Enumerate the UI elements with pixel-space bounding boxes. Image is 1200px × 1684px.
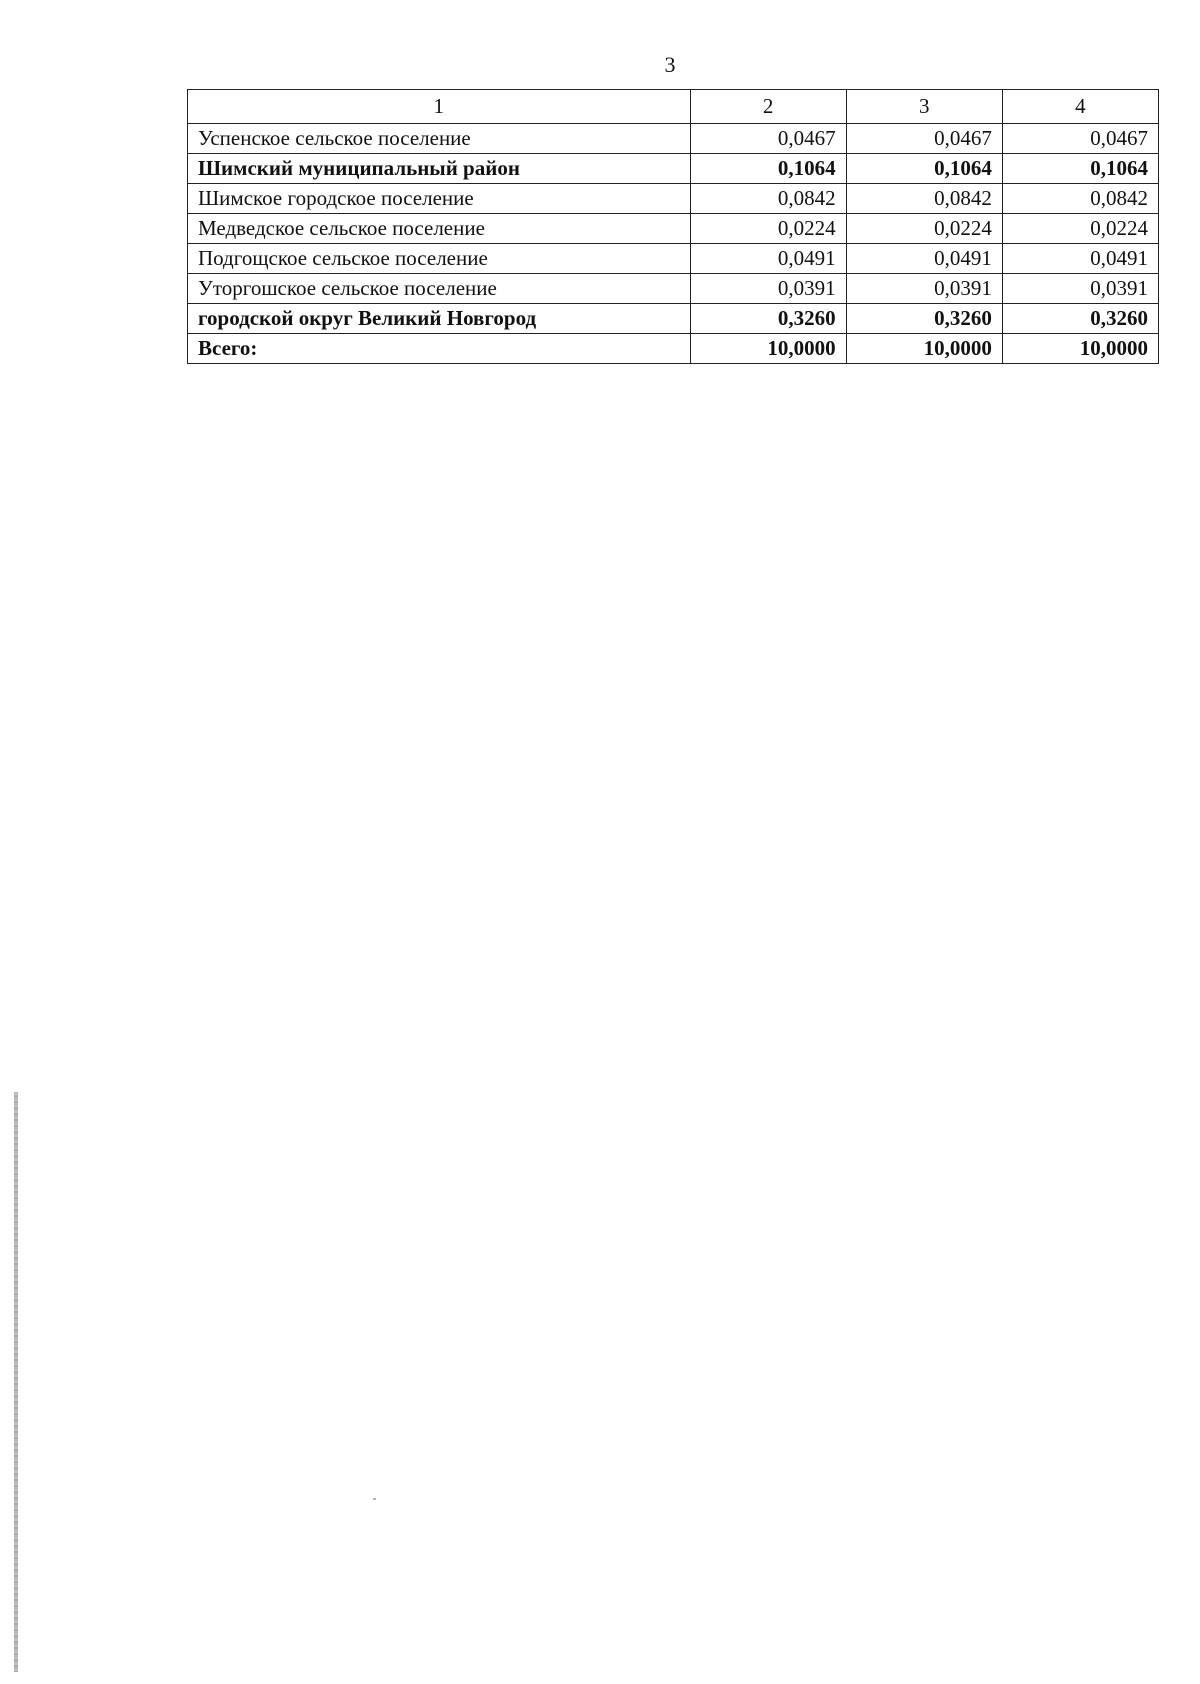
- value-cell: 0,0224: [846, 214, 1002, 244]
- total-value-cell: 10,0000: [846, 334, 1002, 364]
- value-cell: 0,0467: [1002, 124, 1158, 154]
- table-row: [188, 214, 1159, 244]
- row-name-cell: городской округ Великий Новгород: [188, 304, 691, 334]
- table-total-row: [188, 334, 1159, 364]
- value-cell: 0,3260: [1002, 304, 1158, 334]
- header-cell: 4: [1002, 90, 1158, 124]
- value-cell: 0,3260: [690, 304, 846, 334]
- value-cell: 0,0391: [1002, 274, 1158, 304]
- value-cell: 0,0491: [846, 244, 1002, 274]
- total-value-cell: 10,0000: [690, 334, 846, 364]
- table-row: [188, 274, 1159, 304]
- value-cell: 0,0491: [690, 244, 846, 274]
- value-cell: 0,3260: [846, 304, 1002, 334]
- value-cell: 0,0842: [1002, 184, 1158, 214]
- scan-edge-artifact: [14, 1092, 18, 1672]
- row-name-cell: Медведское сельское поселение: [188, 214, 691, 244]
- value-cell: 0,1064: [690, 154, 846, 184]
- value-cell: 0,0842: [846, 184, 1002, 214]
- table-row: [188, 304, 1159, 334]
- table-row: [188, 244, 1159, 274]
- total-label-cell: Всего:: [188, 334, 691, 364]
- row-name-cell: Подгощское сельское поселение: [188, 244, 691, 274]
- row-name-cell: Уторгошское сельское поселение: [188, 274, 691, 304]
- value-cell: 0,0467: [690, 124, 846, 154]
- page-number: 3: [664, 52, 676, 77]
- table-header-row: [188, 90, 1159, 124]
- row-name-cell: Шимское городское поселение: [188, 184, 691, 214]
- total-value-cell: 10,0000: [1002, 334, 1158, 364]
- row-name-cell: Шимский муниципальный район: [188, 154, 691, 184]
- value-cell: 0,0467: [846, 124, 1002, 154]
- value-cell: 0,0842: [690, 184, 846, 214]
- header-cell: 2: [690, 90, 846, 124]
- value-cell: 0,0491: [1002, 244, 1158, 274]
- value-cell: 0,0224: [690, 214, 846, 244]
- table-row: [188, 184, 1159, 214]
- value-cell: 0,1064: [846, 154, 1002, 184]
- value-cell: 0,0391: [690, 274, 846, 304]
- row-name-cell: Успенское сельское поселение: [188, 124, 691, 154]
- table-row: [188, 124, 1159, 154]
- value-cell: 0,1064: [1002, 154, 1158, 184]
- value-cell: 0,0224: [1002, 214, 1158, 244]
- table-row: [188, 154, 1159, 184]
- scan-speck: [373, 1498, 376, 1500]
- data-table: [187, 89, 1159, 364]
- header-cell: 1: [188, 90, 691, 124]
- value-cell: 0,0391: [846, 274, 1002, 304]
- header-cell: 3: [846, 90, 1002, 124]
